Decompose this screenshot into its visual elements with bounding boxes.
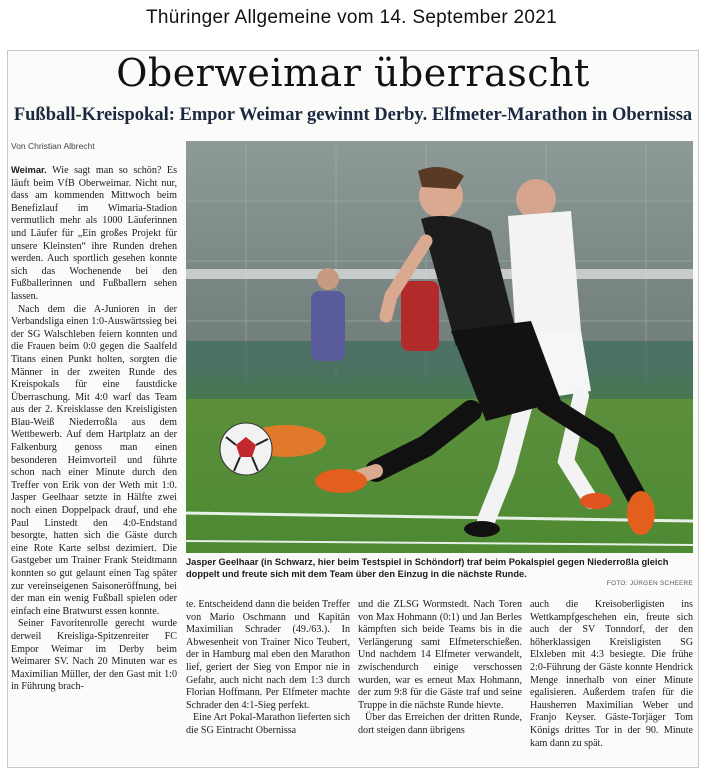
article-column-3 [358, 599, 522, 738]
article-byline: Von Christian Albrecht [11, 141, 95, 151]
article-subheadline: Fußball-Kreispokal: Empor Weimar gewinnt Derby. Elfmeter-Marathon in Obernissa [13, 105, 693, 125]
dateline: Weimar. [11, 164, 47, 175]
photo-caption: Jasper Geelhaar (in Schwarz, hier beim Testspiel in Schöndorf) traf beim Pokalspiel gegen Niederroßla gleich doppelt und freute sich mit dem Team über den Einzug in die nächste Runde. [186, 557, 669, 579]
article-photo [186, 141, 693, 553]
paragraph: Nach dem die A-Junioren in der Verbandsliga einen 1:0-Auswärtssieg bei der SG Walschleben feiern konnten und die Frauen beim 0:0 gegen die Saalfeld Titans einen Punkt holten, sorgten die Männer in der zweiten Runde des Kreispokals für eine faustdicke Überraschung. Mit 4:0 warf das Team aus der 2. Kreisklasse den Kreisligisten Blau-Weiß Niederroßla aus dem Wettbewerb. Auf dem Hartplatz an der Falkenburg genoss man einen besonderen Heimvorteil und führte schon nach einer Minute durch den Treffer von Erik von der Weth mit 1:0. Jasper Geelhaar setzte in Hälfte zwei noch einen Doppelpack drauf, und ehe Paul Linstedt den 4:0-Endstand besorgte, hatten sich die Gäste durch eine Rote Karte selbst dezimiert. Die Gastgeber um Trainer Frank Steidtmann konnten so gut gelaunt einen Tag später zur vereinseigenen Saisoneröffnung, bei der man ein wenig Fußball spielen oder einfach eine Bratwurst essen konnte. [11, 303, 177, 617]
paragraph: Eine Art Pokal-Marathon lieferten sich die SG Eintracht Obernissa [186, 712, 350, 736]
article-headline: Oberweimar überrascht [116, 51, 590, 95]
article-column-4 [530, 599, 693, 750]
paragraph: te. Entscheidend dann die beiden Treffer von Mario Oschmann und Kapitän Maximilian Schrader (49./63.). In Abwesenheit von Trainer Nico Teubert, der in Hamburg mal eben den Marathon lief, geriert der Sieg von Empor nie in Gefahr, auch nicht nach dem 1:3 durch Florian Hoffmann. Per Elfmeter machte Schrader den 4:1-Sieg perfekt. [186, 599, 350, 711]
football-player-icon [186, 141, 693, 553]
paragraph-text: Wie sagt man so schön? Es läuft beim VfB Oberweimar. Nicht nur, dass am kommenden Mittwoch beim Benefizlauf im Wimaria-Stadion vermutlich mehr als 1000 Läuferinnen und Läufer für „Ein großes Projekt für unsere Kleinsten“ ihre Runden drehen werden. Auch sportlich gesehen konnte sich das Wochenende bei den Fußballerinnen und Fußballern sehen lassen. [11, 165, 177, 302]
paragraph: Über das Erreichen der dritten Runde, dort steigen dann übrigens [358, 712, 522, 736]
paragraph: und die ZLSG Wormstedt. Nach Toren von Max Hohmann (0:1) und Jan Berles kämpften sich beide Teams bis in die Verlängerung samt Elfmeterschießen. Und nachdem 14 Elfmeter verwandelt, zwischendurch einige verschossen wurden, war es erneut Max Hohmann, der zum 9:8 für die Gäste traf und seine Truppe in die nächste Runde hievte. [358, 599, 522, 711]
article-clipping [7, 50, 699, 768]
article-column-2 [186, 599, 350, 738]
photo-credit: FOTO: JÜRGEN SCHEERE [606, 580, 693, 587]
paragraph: Seiner Favoritenrolle gerecht wurde derweil Kreisliga-Spitzenreiter FC Empor Weimar im Derby beim Weimarer SV. Nach 20 Minuten war es Maximilian Müller, der den Gast mit 1:0 in Führung brach- [11, 618, 177, 693]
newspaper-source-line: Thüringer Allgemeine vom 14. September 2021 [145, 7, 558, 28]
paragraph: auch die Kreisoberligisten ins Wettkampfgeschehen ein, freute sich auch der SV Tonndorf, der den höherklassigen Kreisligisten SG Elxleben mit 4:3 besiegte. Die frühe 2:0-Führung der Gäste konnte Hendrick Menge innerhalb von einer Minute egalisieren. Außerdem trafen für die Hausherren Maximilian Weber und Franjo Keyser. Gäste-Torjäger Tom Königs drittes Tor in der 90. Minute kam dann zu spät. [530, 599, 693, 749]
article-column-1 [11, 164, 177, 694]
soccer-ball-icon [220, 423, 272, 475]
paragraph [11, 164, 177, 304]
